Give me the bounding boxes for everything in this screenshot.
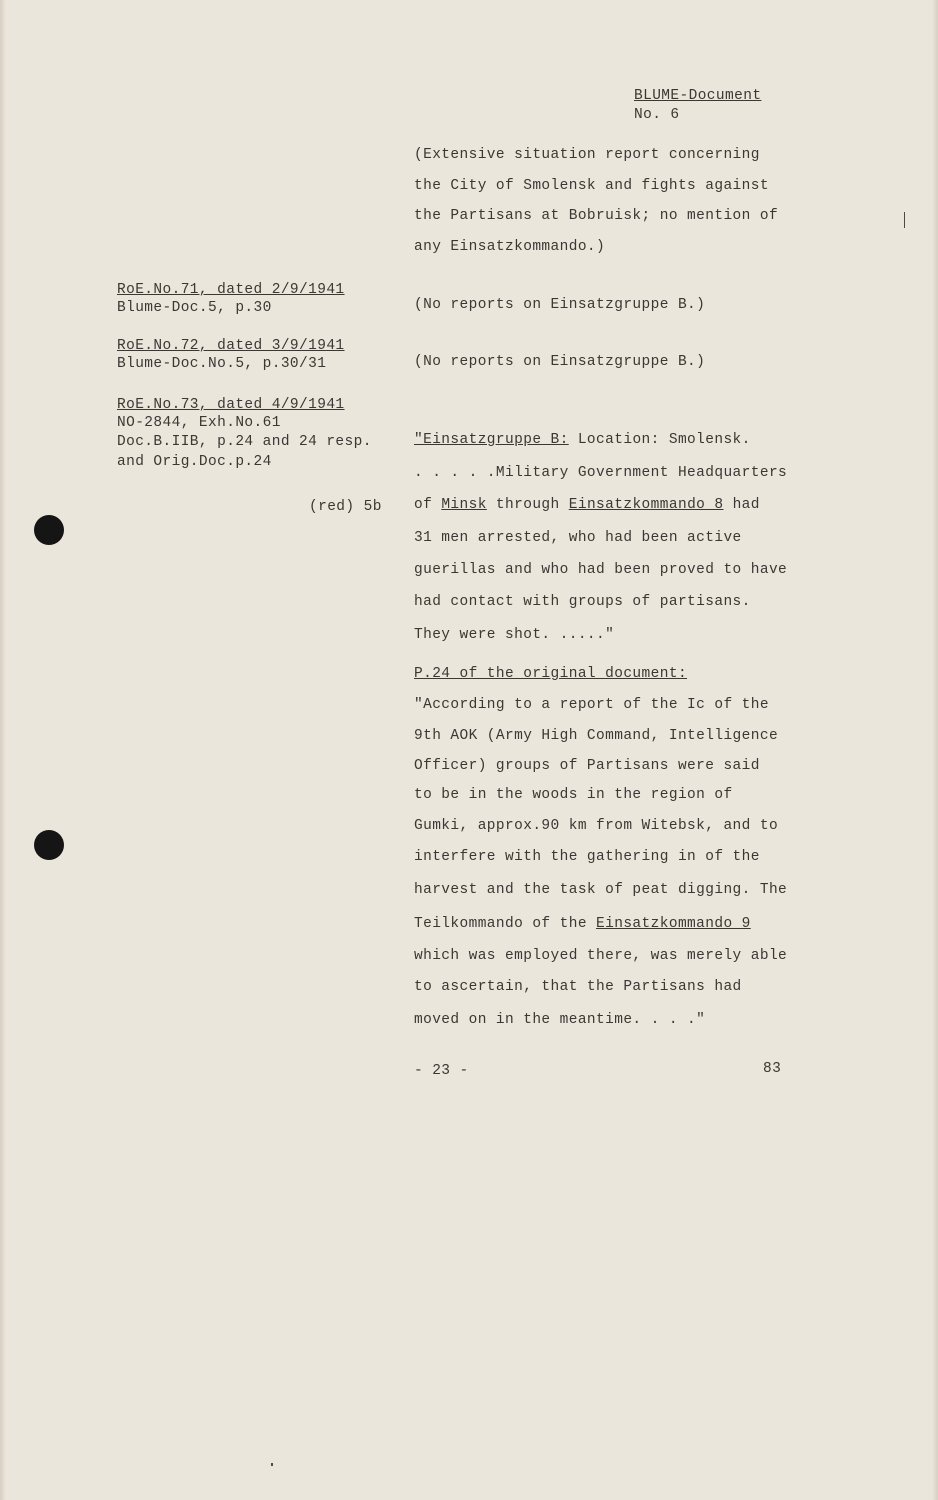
report-ref-source: Doc.B.IIB, p.24 and 24 resp.	[117, 434, 372, 450]
report-ref-source: NO-2844, Exh.No.61	[117, 415, 281, 431]
quote-line: Gumki, approx.90 km from Witebsk, and to	[414, 818, 779, 834]
page-number-right: 83	[763, 1061, 782, 1077]
report-note: (No reports on Einsatzgruppe B.)	[414, 297, 706, 313]
report-ref-source: Blume-Doc.No.5, p.30/31	[117, 356, 327, 372]
quote-text: of	[414, 497, 442, 513]
punch-hole	[34, 515, 64, 545]
document-number: No. 6	[634, 107, 680, 123]
einsatzkommando-9-text: Einsatzkommando 9	[596, 916, 751, 932]
quote-line: . . . . .Military Government Headquarters	[414, 465, 788, 481]
quote-line: Officer) groups of Partisans were said	[414, 758, 760, 774]
report-ref-source: and Orig.Doc.p.24	[117, 454, 272, 470]
quote-line: harvest and the task of peat digging. The	[414, 882, 788, 898]
report-ref-title: RoE.No.73, dated 4/9/1941	[117, 397, 345, 413]
quote-line: 9th AOK (Army High Command, Intelligence	[414, 728, 779, 744]
quote-line: "According to a report of the Ic of the	[414, 697, 769, 713]
report-note: (No reports on Einsatzgruppe B.)	[414, 354, 706, 370]
report-ref-title: RoE.No.71, dated 2/9/1941	[117, 282, 345, 298]
quote-line: moved on in the meantime. . . ."	[414, 1012, 706, 1028]
quote-line: had contact with groups of partisans.	[414, 594, 751, 610]
quote-line: which was employed there, was merely able	[414, 948, 788, 964]
intro-line: the Partisans at Bobruisk; no mention of	[414, 208, 779, 224]
report-ref-source: Blume-Doc.5, p.30	[117, 300, 272, 316]
intro-line: any Einsatzkommando.)	[414, 239, 606, 255]
quote-line: 31 men arrested, who had been active	[414, 530, 742, 546]
red-marker: (red) 5b	[309, 499, 382, 515]
quote-line	[414, 497, 760, 513]
quote-text: had	[723, 497, 760, 513]
location-text: Location: Smolensk.	[568, 432, 751, 448]
einsatzgruppe-label: "Einsatzgruppe B:	[414, 432, 569, 448]
quote-line: They were shot. ....."	[414, 627, 615, 643]
paper-edge-right	[932, 0, 938, 1500]
quote-line	[414, 916, 751, 932]
quote-line: interfere with the gathering in of the	[414, 849, 760, 865]
quote-line: to ascertain, that the Partisans had	[414, 979, 742, 995]
quote-line: to be in the woods in the region of	[414, 787, 733, 803]
quote-text: through	[486, 497, 569, 513]
paper-mark	[271, 1463, 273, 1466]
report-ref-title: RoE.No.72, dated 3/9/1941	[117, 338, 345, 354]
quote-line: guerillas and who had been proved to have	[414, 562, 788, 578]
einsatzkommando-8-text: Einsatzkommando 8	[568, 497, 724, 513]
quote-text: Teilkommando of the	[414, 916, 597, 932]
quote-line	[414, 432, 751, 448]
page-number-center: - 23 -	[414, 1063, 469, 1079]
original-document-heading: P.24 of the original document:	[414, 666, 688, 682]
intro-line: the City of Smolensk and fights against	[414, 178, 769, 194]
paper-edge-left	[0, 0, 6, 1500]
intro-line: (Extensive situation report concerning	[414, 147, 760, 163]
punch-hole	[34, 830, 64, 860]
minsk-text: Minsk	[441, 497, 487, 513]
document-title: BLUME-Document	[634, 88, 762, 104]
paper-mark	[904, 212, 905, 228]
